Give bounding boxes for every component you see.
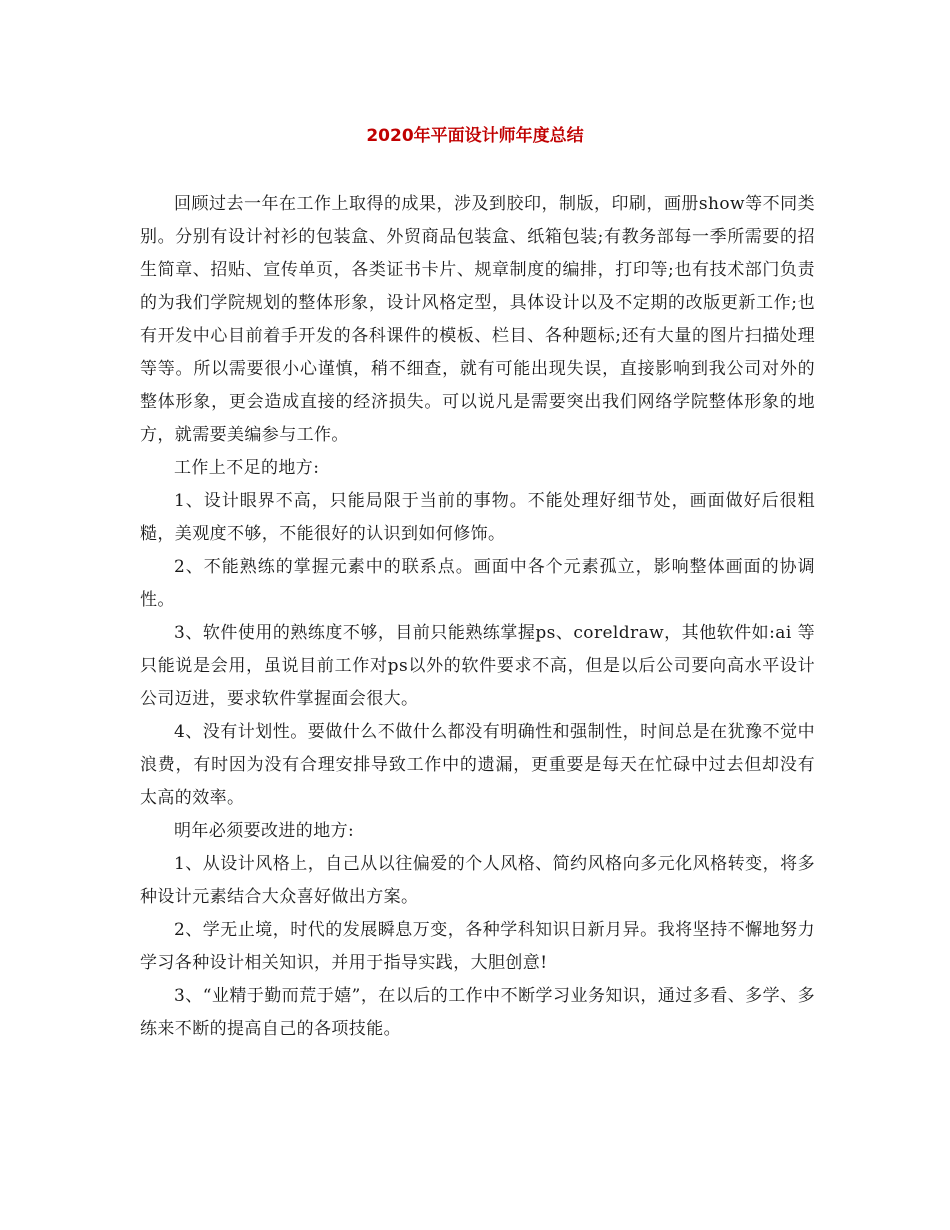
heading-shortcomings: 工作上不足的地方: [174,458,320,478]
document-body [140,188,815,1046]
shortcoming-item-4: 4、没有计划性。要做什么不做什么都没有明确性和强制性，时间总是在犹豫不觉中浪费，有时因为没有合理安排导致工作中的遗漏，更重要是每天在忙碌中过去但却没有太高的效率。 [140,722,815,808]
shortcoming-item-3: 3、软件使用的熟练度不够，目前只能熟练掌握ps、coreldraw，其他软件如:ai 等只能说是会用，虽说目前工作对ps以外的软件要求不高，但是以后公司要向高水平设计公司迈进，要求软件掌握面会很大。 [140,623,815,709]
improvement-item-3: 3、“业精于勤而荒于嬉”，在以后的工作中不断学习业务知识，通过多看、多学、多练来不断的提高自己的各项技能。 [140,986,815,1039]
improvement-item-1: 1、从设计风格上，自己从以往偏爱的个人风格、简约风格向多元化风格转变，将多种设计元素结合大众喜好做出方案。 [140,854,815,907]
document-title: 2020年平面设计师年度总结 [366,126,584,146]
paragraph-review: 回顾过去一年在工作上取得的成果，涉及到胶印，制版，印刷，画册show等不同类别。分别有设计衬衫的包装盒、外贸商品包装盒、纸箱包装;有教务部每一季所需要的招生简章、招贴、宣传单页，各类证书卡片、规章制度的编排，打印等;也有技术部门负责的为我们学院规划的整体形象，设计风格定型，具体设计以及不定期的改版更新工作;也有开发中心目前着手开发的各科课件的模板、栏目、各种题标;还有大量的图片扫描处理等等。所以需要很小心谨慎，稍不细查，就有可能出现失误，直接影响到我公司对外的整体形象，更会造成直接的经济损失。可以说凡是需要突出我们网络学院整体形象的地方，就需要美编参与工作。 [140,194,815,445]
heading-improvements: 明年必须要改进的地方: [174,821,355,841]
shortcoming-item-1: 1、设计眼界不高，只能局限于当前的事物。不能处理好细节处，画面做好后很粗糙，美观度不够，不能很好的认识到如何修饰。 [140,491,815,544]
improvement-item-2: 2、学无止境，时代的发展瞬息万变，各种学科知识日新月异。我将坚持不懈地努力学习各种设计相关知识，并用于指导实践，大胆创意! [140,920,815,973]
shortcoming-item-2: 2、不能熟练的掌握元素中的联系点。画面中各个元素孤立，影响整体画面的协调性。 [140,557,815,610]
